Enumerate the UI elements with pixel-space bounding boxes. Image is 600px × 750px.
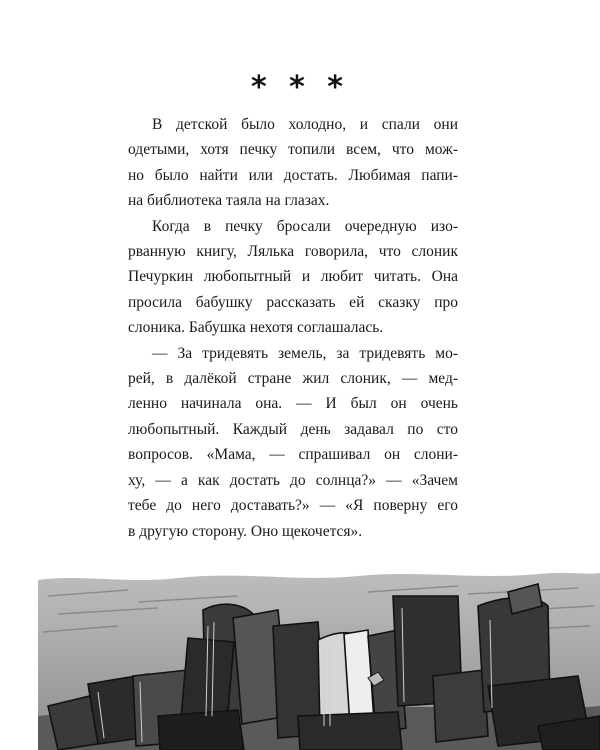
book <box>433 670 488 742</box>
body-text <box>128 112 458 544</box>
book <box>158 710 244 750</box>
text-line: в другую сторону. Оно щекочется». <box>128 522 363 540</box>
text-line: любопытный. Каждый день задавал по сто <box>128 420 458 438</box>
text-line: ленно начинала она. — И был он очень <box>128 395 458 413</box>
text-line: Когда в печку бросали очередную изо- <box>152 217 458 235</box>
text-line: одетыми, хотя печку топили всем, что мож- <box>128 141 458 159</box>
text-line: рванную книгу, Лялька говорила, что слоник <box>128 243 458 261</box>
text-line: Печуркин любопытный и любит читать. Она <box>128 268 458 286</box>
books-illustration <box>38 566 600 750</box>
text-line: — За тридевять земель, за тридевять мо- <box>152 344 458 362</box>
text-line: но было найти или достать. Любимая папи- <box>128 166 458 184</box>
text-line: слоника. Бабушка нехотя соглашалась. <box>128 319 384 337</box>
text-line: ху, — а как достать до солнца?» — «Зачем <box>128 471 458 489</box>
text-line: рей, в далёкой стране жил слоник, — мед- <box>128 370 458 388</box>
text-line: просила бабушку рассказать ей сказку про <box>128 293 458 311</box>
text-line: вопросов. «Мама, — спрашивал он слони- <box>128 446 458 464</box>
book <box>298 712 402 750</box>
text-line: В детской было холодно, и спали они <box>152 116 458 133</box>
section-ornament: * * * <box>251 70 349 105</box>
text-line: тебе до него доставать?» — «Я поверну его <box>128 497 458 515</box>
text-line: на библиотека таяла на глазах. <box>128 192 330 210</box>
